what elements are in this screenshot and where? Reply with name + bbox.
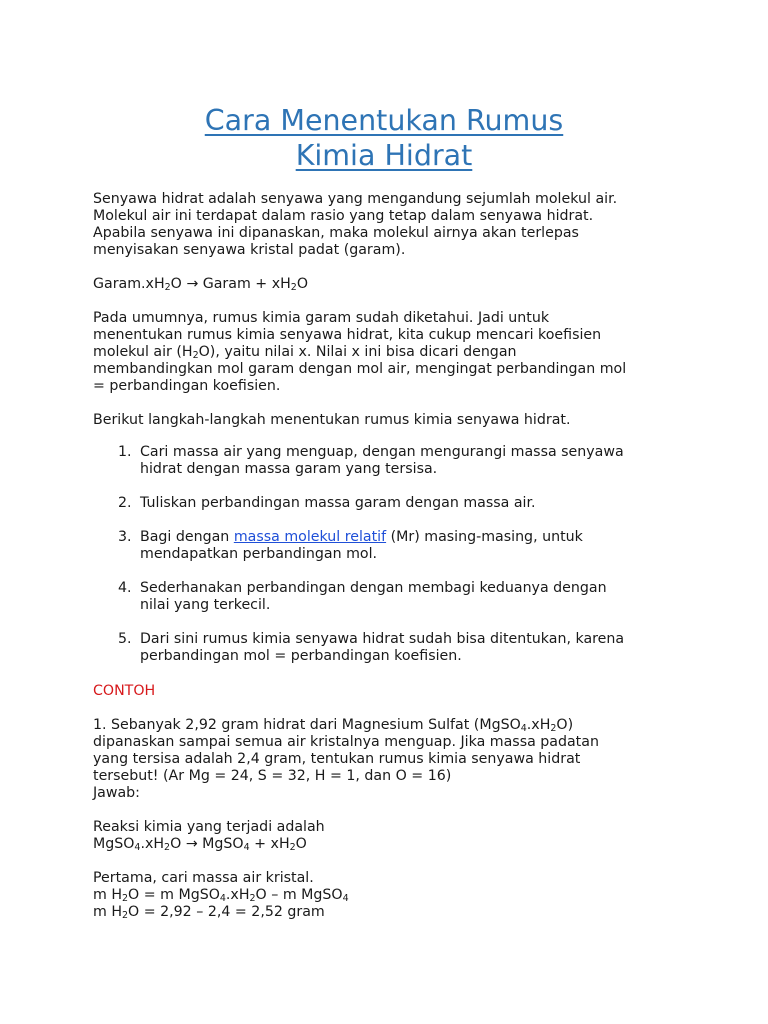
link-massa-molekul-relatif[interactable]: massa molekul relatif — [233, 529, 387, 545]
intro-line: Apabila senyawa ini dipanaskan, maka molekul airnya akan terlepas — [93, 225, 579, 241]
calc-line: m $H_2O = 2,92 - 2,4 = 2,52$ gram — [93, 904, 325, 921]
calc-line: m $H_2O = m$ $MgSO_4.xH_2O$ – m MgSO$_4$ — [93, 887, 349, 904]
example-question: 1. Sebanyak 2,92 gram hidrat dari Magnesium Sulfat $(MgSO_4.xH_2O)$ dipanaskan sampai semua air kristalnya menguap. Jika massa padatan yang tersisa adalah 2,4 gram, tentukan rumus kimia senyawa hidrat tersebut! (Ar Mg = 24, S = 32, H = 1, dan O = 16) Jawab: — [93, 717, 683, 802]
intro-line: Senyawa hidrat adalah senyawa yang mengandung sejumlah molekul air. — [93, 191, 618, 207]
hydrate-equation: $Garam.xH_2O$ → Garam + $xH_2O$ — [93, 276, 308, 293]
reaction-block: Reaksi kimia yang terjadi adalah $MgSO_4.xH_2O$ → MgSO$_4$ + $xH_2O$ — [93, 819, 683, 853]
answer-label: Jawab: — [93, 785, 140, 801]
page-title — [93, 103, 675, 173]
document-page: Cara Menentukan Rumus Kimia Hidrat Senyawa hidrat adalah senyawa yang mengandung sejumlah molekul air. Molekul air ini terdapat dalam rasio yang tetap dalam senyawa hidrat. Apabila senyawa ini dipanaskan, maka molekul airnya akan terlepas menyisakan senyawa kristal padat (garam). $Garam.xH_2O$ → Garam + $xH_2O$ Pada umumnya, rumus kimia garam sudah diketahui. Jadi untuk menentukan rumus kimia senyawa hidrat, kita cukup mencari koefisien molekul air $(H_2O)$, yaitu nilai x. Nilai x ini bisa dicari dengan membandingkan mol garam dengan mol air, mengingat perbandingan mol = perbandingan koefisien. Berikut langkah-langkah menentukan rumus kimia senyawa hidrat. 1. Cari massa air yang menguap, dengan mengurangi massa senyawa hidrat dengan massa garam yang tersisa. 2. Tuliskan perbandingan massa garam dengan massa air. 3. Bagi dengan massa molekul relatif (Mr) masing-masing, untuk mendapatkan perbandingan mol. 4. Sederhanakan perbandingan dengan membagi keduanya dengan nilai yang terkecil. 5. Dari sini rumus kimia senyawa hidrat sudah bisa ditentukan, karena perbandingan mol = perbandingan koefisien. CONTOH 1. Sebanyak 2,92 gram hidrat dari Magnesium Sulfat $(MgSO_4.xH_2O)$ dipanaskan sampai semua air kristalnya menguap. Jika massa padatan yang tersisa adalah 2,4 gram, tentukan rumus kimia senyawa hidrat tersebut! (Ar Mg = 24, S = 32, H = 1, dan O = 16) Jawab: Reaksi kimia yang terjadi adalah $MgSO_4.xH_2O$ → MgSO$_4$ + $xH_2O$ Pertama, cari massa air kristal. m $H_2O = m$ $MgSO_4.xH_2O$ – m MgSO$_4$ m $H_2O = 2,92 - 2,4 = 2,52$ gram — [0, 0, 768, 1024]
example-heading: CONTOH — [93, 683, 156, 699]
calculation-block: Pertama, cari massa air kristal. m $H_2O = m$ $MgSO_4.xH_2O$ – m MgSO$_4$ m $H_2O = 2,92 - 2,4 = 2,52$ gram — [93, 870, 683, 921]
title-line-2: Kimia Hidrat — [295, 139, 473, 172]
intro-paragraph — [93, 191, 683, 259]
intro-line: menyisakan senyawa kristal padat (garam). — [93, 242, 406, 258]
steps-intro: Berikut langkah-langkah menentukan rumus kimia senyawa hidrat. — [93, 412, 571, 428]
title-line-1: Cara Menentukan Rumus — [204, 104, 564, 137]
explanation-paragraph: Pada umumnya, rumus kimia garam sudah diketahui. Jadi untuk menentukan rumus kimia senyawa hidrat, kita cukup mencari koefisien molekul air $(H_2O)$, yaitu nilai x. Nilai x ini bisa dicari dengan membandingkan mol garam dengan mol air, mengingat perbandingan mol = perbandingan koefisien. — [93, 310, 627, 394]
reaction-equation: $MgSO_4.xH_2O$ → MgSO$_4$ + $xH_2O$ — [93, 836, 307, 853]
intro-line: Molekul air ini terdapat dalam rasio yang tetap dalam senyawa hidrat. — [93, 208, 594, 224]
